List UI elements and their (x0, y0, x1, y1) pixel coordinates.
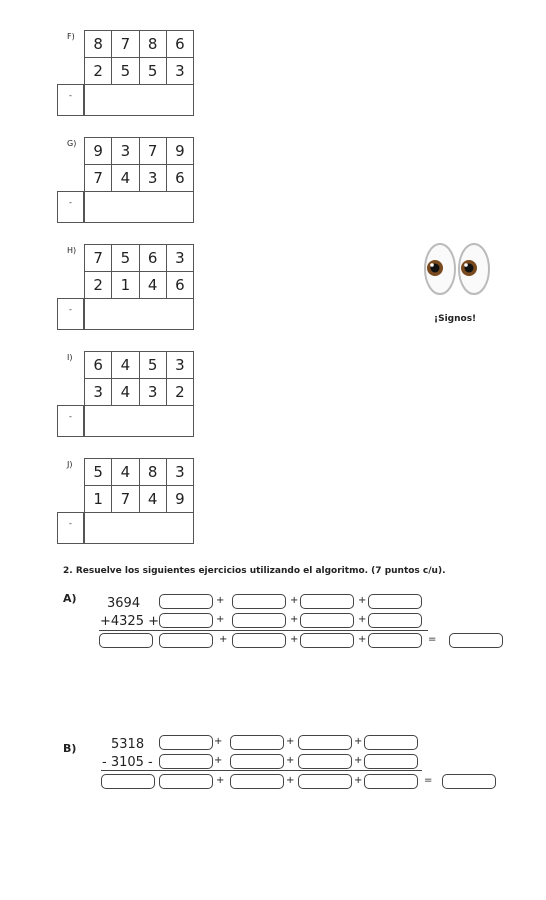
problem-a-answer-box[interactable] (300, 633, 354, 648)
plus-sign: + (358, 595, 367, 606)
subtrahend-digit: 6 (166, 165, 193, 192)
subtrahend-digit: 4 (139, 486, 166, 513)
subtrahend-digit: 3 (166, 58, 193, 85)
sign-box[interactable]: - (57, 405, 84, 437)
problem-b-line2: - 3105 - (102, 755, 153, 770)
problem-a-answer-box[interactable] (368, 613, 422, 628)
problem-a-answer-box[interactable] (159, 594, 213, 609)
exercise-letter: G) (67, 139, 77, 148)
sign-box[interactable]: - (57, 191, 84, 223)
exercise-letter: F) (67, 32, 75, 41)
plus-sign: + (290, 595, 299, 606)
plus-sign: + (216, 775, 225, 786)
subtrahend-digit: 4 (139, 272, 166, 299)
minuend-digit: 6 (139, 245, 166, 272)
problem-a-line1: 3694 (107, 596, 141, 611)
minuend-digit: 8 (139, 31, 166, 58)
subtrahend-digit: 1 (112, 272, 139, 299)
problem-b-answer-box[interactable] (101, 774, 155, 789)
problem-b-answer-box[interactable] (364, 754, 418, 769)
answer-box[interactable] (84, 191, 194, 223)
sign-box[interactable]: - (57, 512, 84, 544)
problem-b-answer-box[interactable] (230, 735, 284, 750)
subtrahend-digit: 4 (112, 379, 139, 406)
problem-a-sum-line (99, 630, 428, 631)
equals-sign: = (428, 634, 437, 645)
equals-sign: = (424, 775, 433, 786)
minuend-digit: 6 (166, 31, 193, 58)
sign-box[interactable]: - (57, 84, 84, 116)
problem-b-answer-box[interactable] (298, 774, 352, 789)
problem-b-answer-box[interactable] (230, 754, 284, 769)
problem-a-answer-box[interactable] (300, 613, 354, 628)
exercise-letter: I) (67, 353, 73, 362)
digits-table (84, 137, 194, 192)
subtrahend-digit: 2 (85, 58, 112, 85)
minuend-digit: 4 (112, 459, 139, 486)
plus-sign: + (358, 634, 367, 645)
problem-a-answer-box[interactable] (232, 633, 286, 648)
minuend-digit: 4 (112, 352, 139, 379)
problem-a-label: A) (63, 592, 77, 605)
signos-label: ¡Signos! (434, 314, 477, 324)
plus-sign: + (286, 755, 295, 766)
minuend-digit: 6 (85, 352, 112, 379)
subtrahend-digit: 3 (139, 379, 166, 406)
exercise-letter: H) (67, 246, 77, 255)
plus-sign: + (214, 755, 223, 766)
subtrahend-digit: 3 (139, 165, 166, 192)
plus-sign: + (290, 634, 299, 645)
subtrahend-digit: 3 (85, 379, 112, 406)
minuend-digit: 7 (139, 138, 166, 165)
problem-a-answer-box[interactable] (232, 613, 286, 628)
subtrahend-digit: 2 (85, 272, 112, 299)
digits-table (84, 351, 194, 406)
subtrahend-digit: 1 (85, 486, 112, 513)
minuend-digit: 3 (166, 352, 193, 379)
subtrahend-digit: 5 (139, 58, 166, 85)
plus-sign: + (214, 736, 223, 747)
minuend-digit: 5 (85, 459, 112, 486)
problem-a-answer-box[interactable] (449, 633, 503, 648)
problem-a-answer-box[interactable] (300, 594, 354, 609)
plus-sign: + (216, 595, 225, 606)
problem-b-answer-box[interactable] (298, 735, 352, 750)
plus-sign: + (354, 775, 363, 786)
sign-box[interactable]: - (57, 298, 84, 330)
minuend-digit: 5 (139, 352, 166, 379)
problem-b-sum-line (101, 770, 422, 771)
minuend-digit: 9 (85, 138, 112, 165)
problem-b-answer-box[interactable] (230, 774, 284, 789)
exercise-letter: J) (67, 460, 73, 469)
problem-b-line1: 5318 (111, 737, 145, 752)
problem-b-label: B) (63, 742, 77, 755)
subtrahend-digit: 5 (112, 58, 139, 85)
answer-box[interactable] (84, 84, 194, 116)
subtrahend-digit: 2 (166, 379, 193, 406)
minuend-digit: 7 (85, 245, 112, 272)
minuend-digit: 3 (112, 138, 139, 165)
digits-table (84, 30, 194, 85)
minuend-digit: 9 (166, 138, 193, 165)
plus-sign: + (286, 775, 295, 786)
answer-box[interactable] (84, 405, 194, 437)
minuend-digit: 8 (139, 459, 166, 486)
eyes-emoji-icon (423, 241, 493, 299)
problem-a-answer-box[interactable] (159, 633, 213, 648)
subtrahend-digit: 6 (166, 272, 193, 299)
problem-b-answer-box[interactable] (159, 754, 213, 769)
plus-sign: + (358, 614, 367, 625)
problem-a-answer-box[interactable] (368, 594, 422, 609)
minuend-digit: 7 (112, 31, 139, 58)
instruction-text: 2. Resuelve los siguientes ejercicios utilizando el algoritmo. (7 puntos c/u). (63, 566, 446, 576)
plus-sign: + (354, 755, 363, 766)
minuend-digit: 8 (85, 31, 112, 58)
problem-a-line2: +4325 + (100, 614, 160, 629)
problem-a-answer-box[interactable] (232, 594, 286, 609)
problem-b-answer-box[interactable] (298, 754, 352, 769)
answer-box[interactable] (84, 298, 194, 330)
subtrahend-digit: 9 (166, 486, 193, 513)
problem-a-answer-box[interactable] (368, 633, 422, 648)
problem-a-answer-box[interactable] (99, 633, 153, 648)
plus-sign: + (290, 614, 299, 625)
problem-b-answer-box[interactable] (159, 774, 213, 789)
problem-b-answer-box[interactable] (159, 735, 213, 750)
problem-b-answer-box[interactable] (364, 735, 418, 750)
minuend-digit: 3 (166, 245, 193, 272)
answer-box[interactable] (84, 512, 194, 544)
problem-b-answer-box[interactable] (442, 774, 496, 789)
subtrahend-digit: 7 (85, 165, 112, 192)
plus-sign: + (216, 614, 225, 625)
minuend-digit: 5 (112, 245, 139, 272)
plus-sign: + (354, 736, 363, 747)
minuend-digit: 3 (166, 459, 193, 486)
subtrahend-digit: 7 (112, 486, 139, 513)
digits-table (84, 458, 194, 513)
digits-table (84, 244, 194, 299)
plus-sign: + (219, 634, 228, 645)
problem-b-answer-box[interactable] (364, 774, 418, 789)
subtrahend-digit: 4 (112, 165, 139, 192)
problem-a-answer-box[interactable] (159, 613, 213, 628)
plus-sign: + (286, 736, 295, 747)
